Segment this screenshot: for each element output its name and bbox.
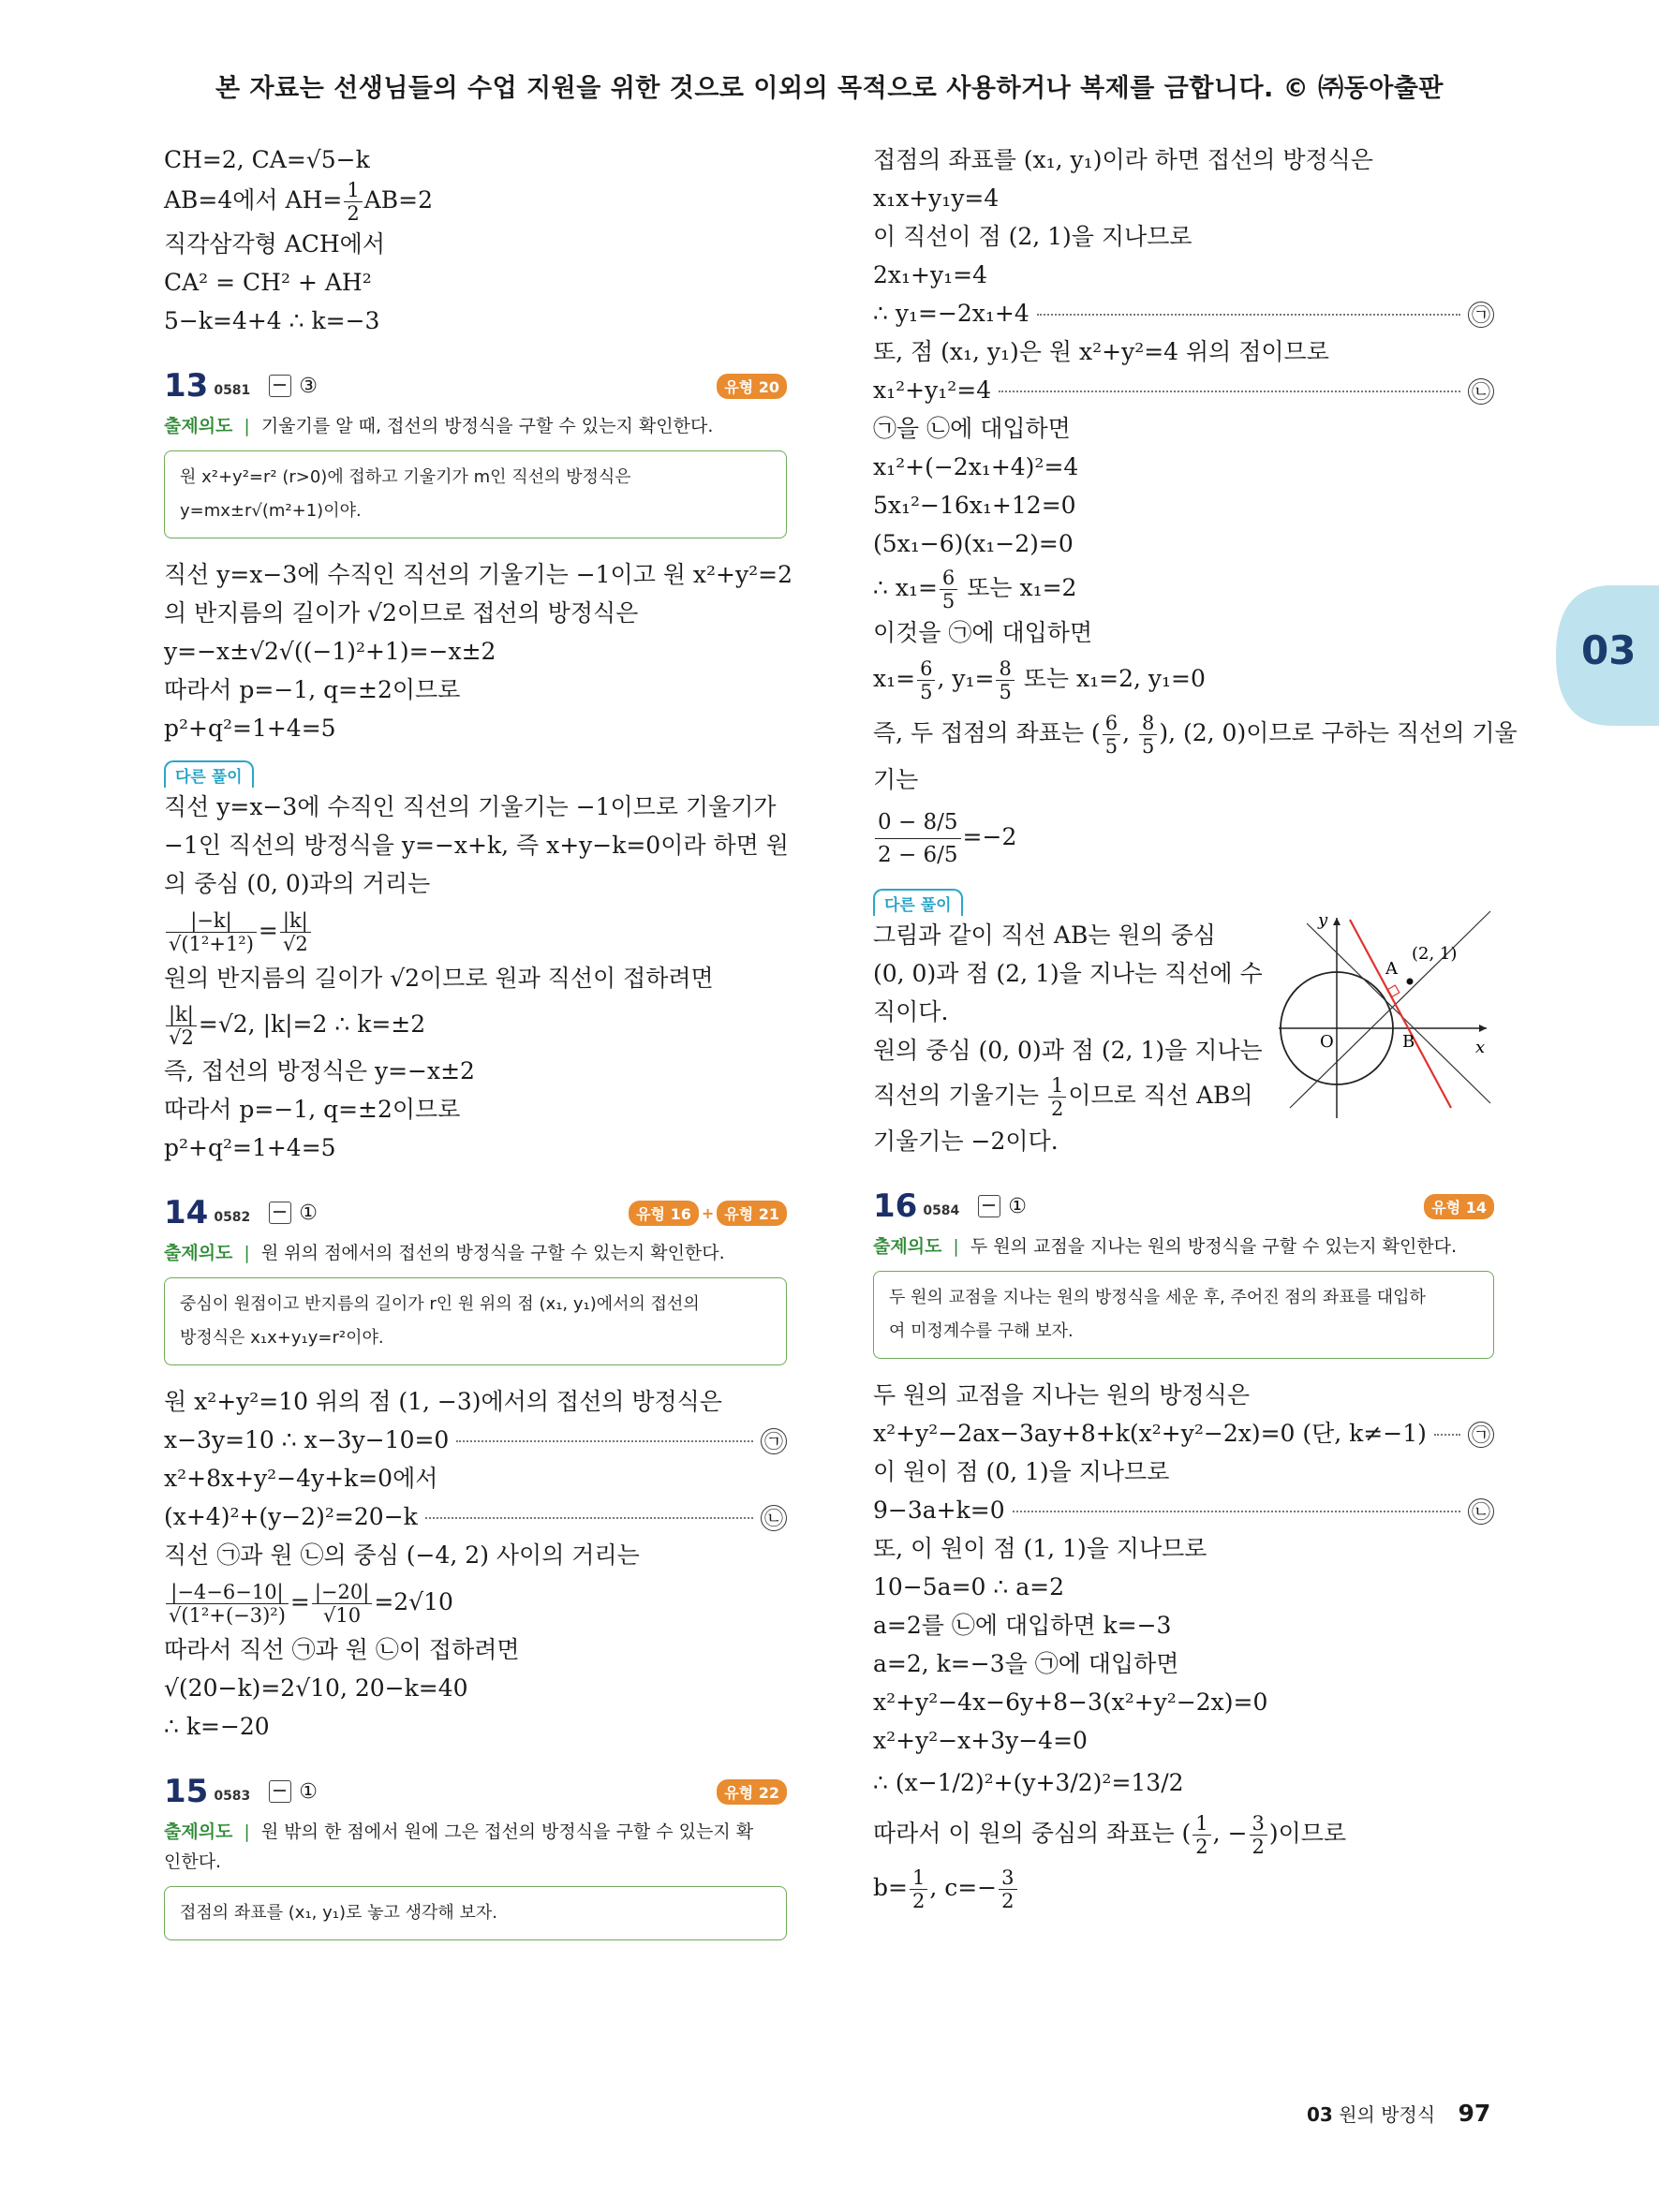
q15-fraction-line: ∴ x₁= $\frac{6}{5}$ 또는 x₁=2 bbox=[873, 567, 1077, 612]
q14-line: 직선 ㉠과 원 ㉡의 중심 (−4, 2) 사이의 거리는 bbox=[164, 1541, 640, 1569]
left-column bbox=[164, 140, 792, 1957]
q14-line: 원 x²+y²=10 위의 점 (1, −3)에서의 접선의 방정식은 bbox=[164, 1388, 722, 1415]
q15-fraction-line: 즉, 두 접점의 좌표는 ( $\frac{6}{5}$ , $\frac{8}{5}$ ), (2, 0)이므로 구하는 직선의 기울 bbox=[873, 712, 1518, 758]
q13-hint-box: 원 x²+y²=r² (r>0)에 접하고 기울기가 m인 직선의 방정식은 y=mx±r√(m²+1)이야. bbox=[164, 450, 787, 538]
q13-alt-line: 따라서 p=−1, q=±2이므로 bbox=[164, 1096, 461, 1123]
q15-alt-line: 기울기는 −2이다. bbox=[873, 1128, 1059, 1155]
prev-line-5: 5−k=4+4 ∴ k=−3 bbox=[164, 307, 380, 334]
type-badge: 유형 16 bbox=[629, 1201, 699, 1226]
type-badge: 유형 14 bbox=[1424, 1194, 1494, 1219]
q15-line: 접점의 좌표를 (x₁, y₁)이라 하면 접선의 방정식은 bbox=[873, 146, 1373, 173]
q16-line-marked: 9−3a+k=0 ㉡ bbox=[873, 1491, 1494, 1529]
q14-line: x²+8x+y²−4y+k=0에서 bbox=[164, 1465, 438, 1492]
q15-line: 5x₁²−16x₁+12=0 bbox=[873, 492, 1076, 519]
q13-alt-line: 원의 반지름의 길이가 √2이므로 원과 직선이 접하려면 bbox=[164, 965, 714, 992]
q16-line: x²+y²−x+3y−4=0 bbox=[873, 1727, 1088, 1754]
q13-alt-fraction-line: $\frac{|k|}{√2}$ =√2, |k|=2 ∴ k=±2 bbox=[164, 997, 787, 1052]
page-footer bbox=[1307, 2100, 1490, 2127]
answer: ③ bbox=[299, 374, 318, 398]
prev-line-1: CH=2, CA=√5−k bbox=[164, 146, 370, 173]
q13-alt-line: p²+q²=1+4=5 bbox=[164, 1134, 336, 1161]
q14-intent: 출제의도 | 원 위의 점에서의 접선의 방정식을 구할 수 있는지 확인한다. bbox=[164, 1243, 725, 1263]
point-a-label: A bbox=[1385, 959, 1398, 979]
q13-line: y=−x±√2√((−1)²+1)=−x±2 bbox=[164, 638, 496, 665]
q14-line-marked: x−3y=10 ∴ x−3y−10=0 ㉠ bbox=[164, 1421, 787, 1459]
q13-intent: 출제의도 | 기울기를 알 때, 접선의 방정식을 구할 수 있는지 확인한다. bbox=[164, 416, 714, 436]
marker-1: ㉠ bbox=[761, 1428, 787, 1454]
copyright-banner: 본 자료는 선생님들의 수업 지원을 위한 것으로 이외의 목적으로 사용하거나 복제를 금합니다. © ㈜동아출판 bbox=[215, 74, 1444, 103]
q15-alt-line: 그림과 같이 직선 AB는 원의 중심 bbox=[873, 922, 1216, 949]
question-number: 15 bbox=[164, 1773, 209, 1810]
marker-2: ㉡ bbox=[1468, 378, 1494, 405]
y-axis-label: y bbox=[1318, 910, 1328, 930]
q15-line: 이것을 ㉠에 대입하면 bbox=[873, 619, 1093, 646]
alt-solution-label: 다른 풀이 bbox=[164, 760, 254, 788]
q16-line-marked: x²+y²−2ax−3ay+8+k(x²+y²−2x)=0 (단, k≠−1) ㉠ bbox=[873, 1414, 1494, 1453]
point-b-label: B bbox=[1402, 1032, 1415, 1052]
prev-line-2: AB=4에서 AH= $\frac{1}{2}$ AB=2 bbox=[164, 179, 433, 225]
q16-fraction-line: 따라서 이 원의 중심의 좌표는 ( $\frac{1}{2}$ , − $\frac{3}{2}$ )이므로 bbox=[873, 1812, 1347, 1858]
q15-alt-line: 원의 중심 (0, 0)과 점 (2, 1)을 지나는 bbox=[873, 1037, 1263, 1064]
marker-2: ㉡ bbox=[1468, 1498, 1494, 1525]
q13-alt-line: 직선 y=x−3에 수직인 직선의 기울기는 −1이므로 기울기가 bbox=[164, 793, 777, 820]
alt-solution-label: 다른 풀이 bbox=[873, 889, 963, 916]
answer-icon bbox=[269, 1202, 291, 1224]
q13-header bbox=[164, 364, 787, 407]
q15-line: x₁x+y₁y=4 bbox=[873, 184, 1000, 212]
q16-intent: 출제의도 | 두 원의 교점을 지나는 원의 방정식을 구할 수 있는지 확인한다. bbox=[873, 1236, 1458, 1257]
q15-line: 또, 점 (x₁, y₁)은 원 x²+y²=4 위의 점이므로 bbox=[873, 338, 1329, 365]
question-number: 16 bbox=[873, 1187, 918, 1225]
question-id: 0583 bbox=[214, 1789, 251, 1804]
q15-line: (5x₁−6)(x₁−2)=0 bbox=[873, 530, 1074, 557]
page-number: 97 bbox=[1458, 2100, 1491, 2127]
footer-title: 원의 방정식 bbox=[1339, 2103, 1436, 2126]
question-id: 0582 bbox=[214, 1210, 251, 1225]
q15-intent: 출제의도 | 원 밖의 한 점에서 원에 그은 접선의 방정식을 구할 수 있는지 확 인한다. bbox=[164, 1821, 754, 1872]
q13-line: p²+q²=1+4=5 bbox=[164, 715, 336, 742]
q13-alt-fraction-line: $\frac{|-k|}{\text{√(1²+1²)}}$ = $\frac{|k|}{√2}$ bbox=[164, 903, 787, 959]
q15-alt-line: (0, 0)과 점 (2, 1)을 지나는 직선에 수 bbox=[873, 960, 1263, 987]
answer: ① bbox=[299, 1779, 318, 1804]
q15-line: 기는 bbox=[873, 766, 919, 793]
question-id: 0584 bbox=[923, 1203, 960, 1218]
answer: ① bbox=[299, 1201, 318, 1225]
q15-line: x₁²+(−2x₁+4)²=4 bbox=[873, 453, 1079, 480]
q14-fraction-line: $\frac{|-4-6-10|}{\text{√(1²+(−3)²)}}$ = $\frac{|-20|}{√10}$ =2√10 bbox=[164, 1574, 787, 1630]
q16-header bbox=[873, 1185, 1494, 1228]
q13-line: 의 반지름의 길이가 √2이므로 접선의 방정식은 bbox=[164, 599, 639, 627]
answer-icon bbox=[978, 1195, 1000, 1217]
q16-line: 또, 이 원이 점 (1, 1)을 지나므로 bbox=[873, 1535, 1207, 1562]
prev-line-3: 직각삼각형 ACH에서 bbox=[164, 230, 385, 258]
q16-line: 이 원이 점 (0, 1)을 지나므로 bbox=[873, 1458, 1170, 1485]
q15-hint-box: 접점의 좌표를 (x₁, y₁)로 놓고 생각해 보자. bbox=[164, 1886, 787, 1940]
question-number: 14 bbox=[164, 1194, 209, 1231]
q14-line: ∴ k=−20 bbox=[164, 1713, 270, 1740]
type-badge: 유형 21 bbox=[717, 1201, 787, 1226]
q15-line-marked: x₁²+y₁²=4 ㉡ bbox=[873, 371, 1494, 409]
q15-line-marked: ∴ y₁=−2x₁+4 ㉠ bbox=[873, 294, 1494, 332]
marker-2: ㉡ bbox=[761, 1505, 787, 1531]
type-badge: 유형 22 bbox=[717, 1779, 787, 1805]
q15-fraction-line: x₁= $\frac{6}{5}$ , y₁= $\frac{8}{5}$ 또는 x₁=2, y₁=0 bbox=[873, 657, 1206, 703]
q16-line: 두 원의 교점을 지나는 원의 방정식은 bbox=[873, 1381, 1250, 1408]
q16-line: a=2, k=−3을 ㉠에 대입하면 bbox=[873, 1650, 1179, 1677]
q14-header: 14 0582 ① 유형 16 + 유형 21 bbox=[164, 1191, 787, 1234]
answer: ① bbox=[1008, 1194, 1028, 1218]
q16-hint-box: 두 원의 교점을 지나는 원의 방정식을 세운 후, 주어진 점의 좌표를 대입하 여 미정계수를 구해 보자. bbox=[873, 1271, 1494, 1359]
q13-alt-line: 의 중심 (0, 0)과의 거리는 bbox=[164, 870, 431, 897]
q13-alt-line: −1인 직선의 방정식을 y=−x+k, 즉 x+y−k=0이라 하면 원 bbox=[164, 832, 789, 859]
question-number: 13 bbox=[164, 367, 209, 405]
q13-line: 따라서 p=−1, q=±2이므로 bbox=[164, 676, 461, 703]
answer-icon bbox=[269, 1780, 291, 1803]
q14-line: √(20−k)=2√10, 20−k=40 bbox=[164, 1674, 468, 1702]
origin-label: O bbox=[1320, 1032, 1334, 1052]
q15-alt-block bbox=[873, 910, 1494, 1160]
q14-hint-box: 중심이 원점이고 반지름의 길이가 r인 원 위의 점 (x₁, y₁)에서의 접선의 방정식은 x₁x+y₁y=r²이야. bbox=[164, 1277, 787, 1365]
q16-line: a=2를 ㉡에 대입하면 k=−3 bbox=[873, 1612, 1172, 1639]
q16-line: ∴ (x−1/2)²+(y+3/2)²=13/2 bbox=[873, 1769, 1184, 1796]
marker-1: ㉠ bbox=[1468, 302, 1494, 328]
q13-alt-line: 즉, 접선의 방정식은 y=−x±2 bbox=[164, 1057, 475, 1084]
q13-line: 직선 y=x−3에 수직인 직선의 기울기는 −1이고 원 x²+y²=2 bbox=[164, 561, 792, 588]
chapter-tab-number: 03 bbox=[1581, 627, 1637, 673]
q16-line: 10−5a=0 ∴ a=2 bbox=[873, 1573, 1064, 1600]
question-id: 0581 bbox=[214, 383, 251, 398]
q15-line: 이 직선이 점 (2, 1)을 지나므로 bbox=[873, 223, 1192, 250]
right-column bbox=[873, 140, 1518, 1915]
q15-line: ㉠을 ㉡에 대입하면 bbox=[873, 415, 1071, 442]
footer-chapter: 03 bbox=[1307, 2103, 1333, 2126]
q15-header bbox=[164, 1770, 787, 1813]
q15-complex-fraction: $\frac{0 - 8/5}{2 - 6/5}$ =−2 bbox=[873, 799, 1494, 876]
answer-icon bbox=[269, 375, 291, 397]
q14-line: 따라서 직선 ㉠과 원 ㉡이 접하려면 bbox=[164, 1636, 520, 1663]
q16-fraction-line: b= $\frac{1}{2}$ , c=− $\frac{3}{2}$ bbox=[873, 1861, 1494, 1915]
q14-line-marked: (x+4)²+(y−2)²=20−k ㉡ bbox=[164, 1497, 787, 1536]
q16-line: x²+y²−4x−6y+8−3(x²+y²−2x)=0 bbox=[873, 1688, 1268, 1716]
q15-alt-line: 직이다. bbox=[873, 998, 949, 1025]
q15-alt-fraction-line: 직선의 기울기는 $\frac{1}{2}$ 이므로 직선 AB의 bbox=[873, 1074, 1253, 1120]
q15-line: 2x₁+y₁=4 bbox=[873, 261, 987, 288]
marker-1: ㉠ bbox=[1468, 1422, 1494, 1448]
tangent-circle-figure bbox=[1269, 907, 1494, 1122]
prev-line-4: CA² = CH² + AH² bbox=[164, 269, 372, 296]
type-badge: 유형 20 bbox=[717, 374, 787, 399]
point-label: (2, 1) bbox=[1412, 944, 1458, 964]
x-axis-label: x bbox=[1475, 1038, 1486, 1057]
